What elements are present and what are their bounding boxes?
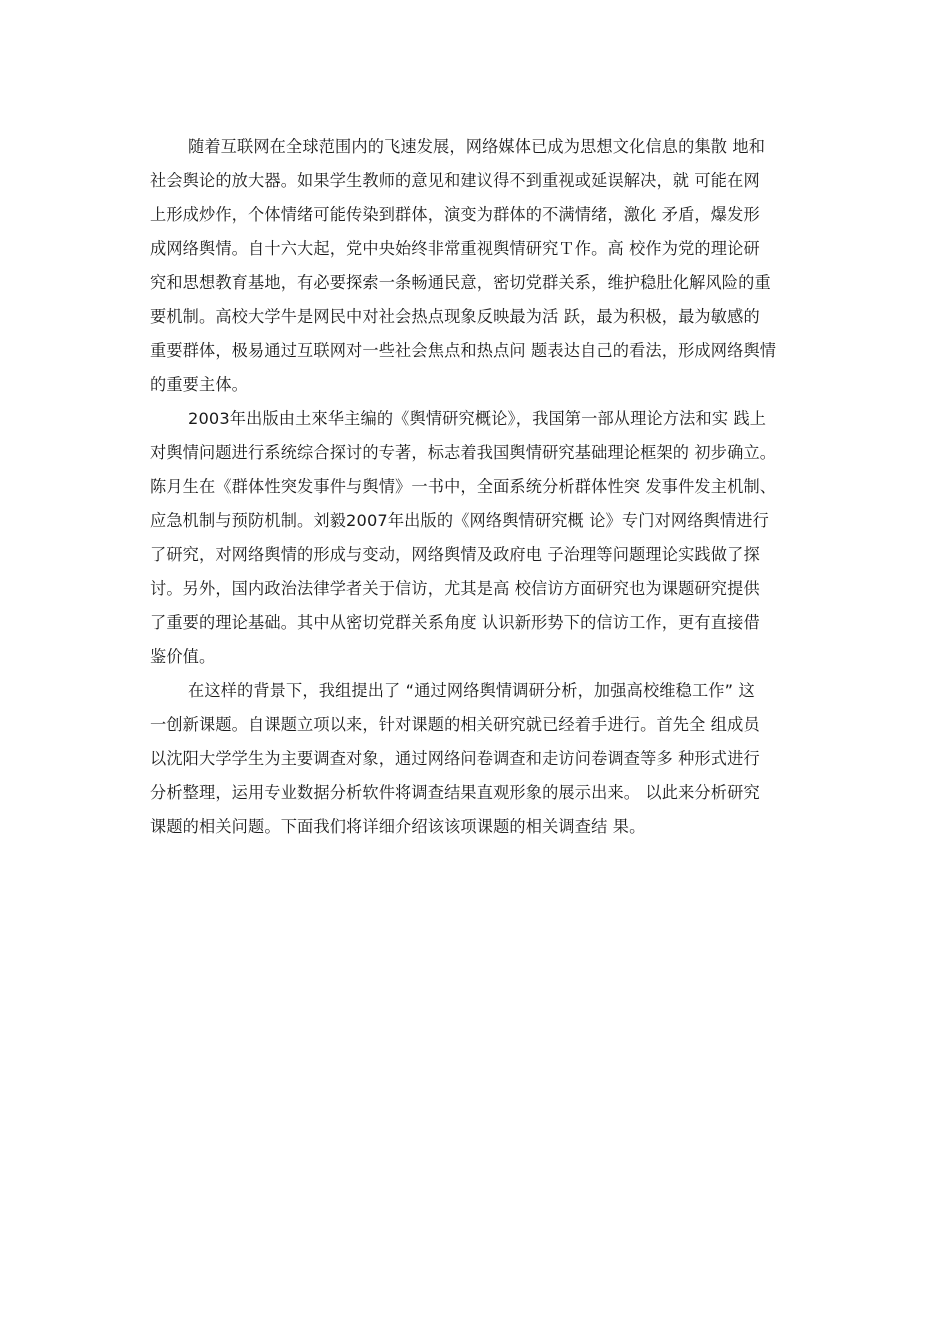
text-line: 随着互联网在全球范围内的飞速发展，网络媒体已成为思想文化信息的集散 地和 — [188, 137, 766, 156]
text-line: 课题的相关问题。下面我们将详细介绍该该项课题的相关调查结 果。 — [150, 817, 646, 836]
text-line: 了重要的理论基础。其中从密切党群关系角度 认识新形势下的信访工作，更有直接借 — [150, 613, 760, 632]
text-line: 在这样的背景下，我组提出了 “通过网络舆情调研分析，加强高校维稳工作” 这 — [188, 681, 755, 700]
text-line: 对舆情问题进行系统综合探讨的专著，标志着我国舆情研究基础理论框架的 初步确立。 — [150, 443, 777, 462]
text-line: 上形成炒作，个体情绪可能传染到群体，演变为群体的不满情绪，激化 矛盾，爆发形 — [150, 205, 760, 224]
text-line: 社会舆论的放大器。如果学生教师的意见和建议得不到重视或延误解决，就 可能在网 — [150, 171, 760, 190]
text-line: 陈月生在《群体性突发事件与舆情》一书中，全面系统分析群体性突 发事件发主机制、 — [150, 477, 777, 496]
text-line: 分析整理，运用专业数据分析软件将调查结果直观形象的展示出来。 以此来分析研究 — [150, 783, 760, 802]
text-line: 鉴价值。 — [150, 647, 216, 666]
text-line: 了研究，对网络舆情的形成与变动，网络舆情及政府电 子治理等问题理论实践做了探 — [150, 545, 760, 564]
text-line: 重要群体，极易通过互联网对一些社会焦点和热点问 题表达自己的看法，形成网络舆情 — [150, 341, 777, 360]
text-line: 2003年出版由土來华主编的《舆情研究概论》，我国第一部从理论方法和实 践上 — [188, 409, 767, 428]
text-line: 成网络舆情。自十六大起，党中央始终非常重视舆情研究Ｔ作。高 校作为党的理论研 — [150, 239, 760, 258]
text-line: 以沈阳大学学生为主要调查对象，通过网络问卷调查和走访问卷调查等多 种形式进行 — [150, 749, 760, 768]
text-line: 应急机制与预防机制。刘毅2007年出版的《网络舆情研究概 论》专门对网络舆情进行 — [150, 511, 769, 530]
text-line: 的重要主体。 — [150, 375, 249, 394]
text-line: 讨。另外，国内政治法律学者关于信访，尤其是高 校信访方面研究也为课题研究提供 — [150, 579, 760, 598]
text-line: 一创新课题。自课题立项以来，针对课题的相关研究就已经着手进行。首先全 组成员 — [150, 715, 760, 734]
text-line: 究和思想教育基地，有必要探索一条畅通民意，密切党群关系，维护稳肚化解风险的重 — [150, 273, 771, 292]
text-line: 要机制。高校大学牛是网民中对社会热点现象反映最为活 跃，最为积极，最为敏感的 — [150, 307, 760, 326]
